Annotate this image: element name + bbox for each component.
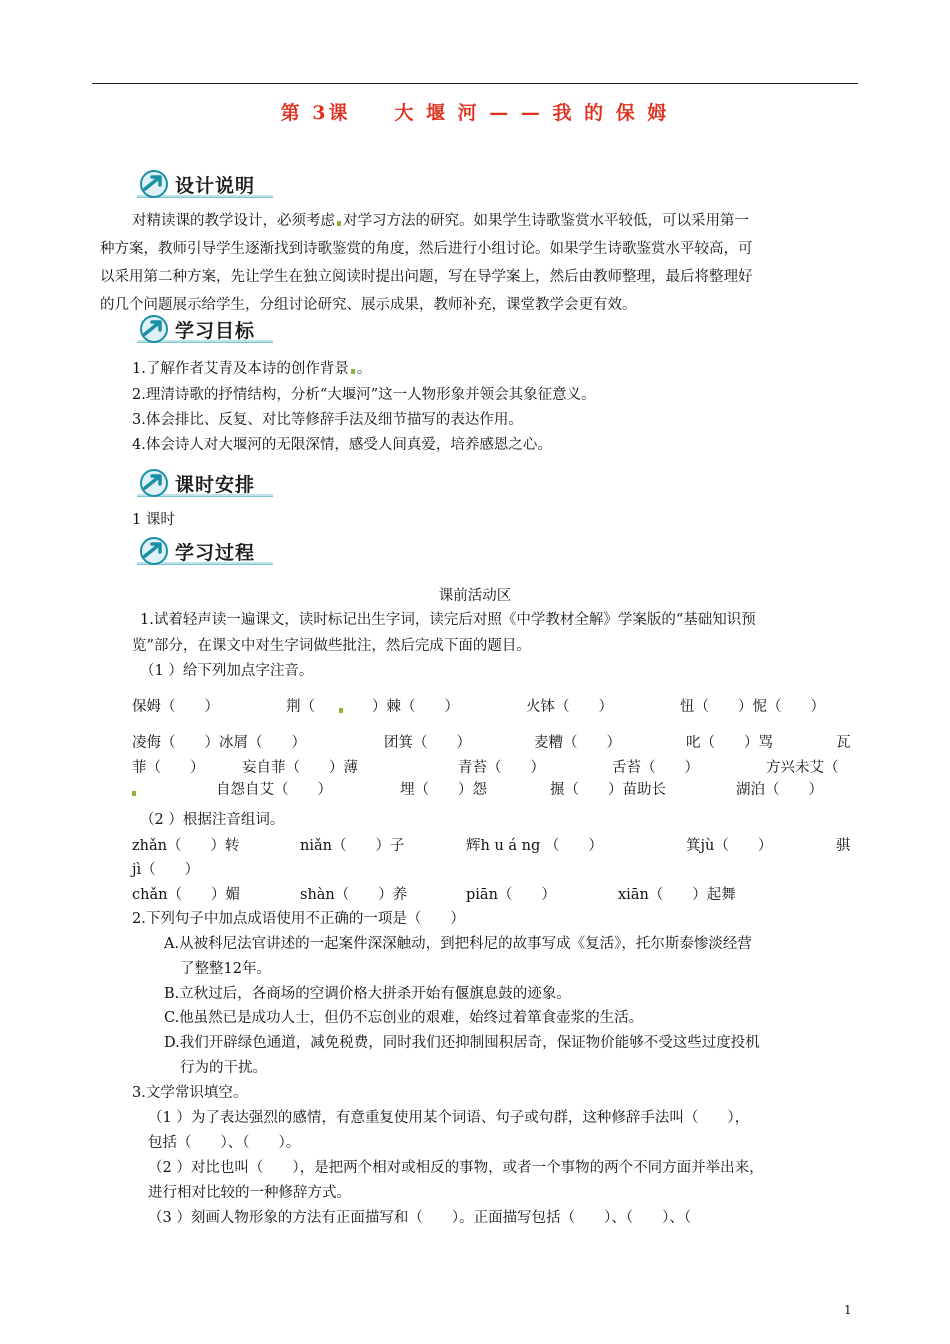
pinyin-item: shàn（ ）养 [300, 887, 408, 903]
pinyin-item: 团箕（ ） [384, 735, 471, 751]
green-mark [337, 221, 341, 226]
goal-3: 3.体会排比、反复、对比等修辞手法及细节描写的表达作用。 [132, 412, 523, 428]
pinyin-item: 荆（ [286, 699, 315, 715]
section-banner-goals [133, 313, 275, 345]
pinyin-item: 辉h u á ng （ ） [466, 838, 603, 854]
q2-option-c: C.他虽然已是成功人士，但仍不忘创业的艰难，始终过着箪食壶浆的生活。 [164, 1010, 644, 1026]
goal-1 [132, 359, 371, 379]
text-run: 。 [356, 361, 372, 377]
goal-2: 2.理清诗歌的抒情结构，分析“大堰河”这一人物形象并领会其象征意义。 [132, 387, 596, 403]
pinyin-item: 青苔（ ） [458, 760, 545, 776]
pinyin-item: piān（ ） [466, 887, 556, 903]
pinyin-item: niǎn（ ）子 [300, 838, 405, 854]
q2-option-d-cont: 行为的干扰。 [180, 1060, 267, 1076]
section-title: 学习目标 [175, 320, 256, 342]
pinyin-item: 凌侮（ ）冰屑（ ） [132, 735, 306, 751]
q3-part-2-cont: 进行相对比较的一种修辞方式。 [148, 1185, 351, 1201]
text-run: 对学习方法的研究。如果学生诗歌鉴赏水平较低，可以采用第一 [343, 213, 749, 229]
green-mark [351, 369, 355, 374]
section-banner-schedule [133, 467, 275, 499]
page-number: 1 [844, 1303, 852, 1317]
pinyin-item: jì（ ） [132, 862, 200, 878]
page-title: 第 3课 大 堰 河 — — 我 的 保 姆 [280, 102, 670, 124]
q1-line-2: 览”部分，在课文中对生字词做些批注，然后完成下面的题目。 [132, 638, 531, 654]
q2-option-a: A.从被科尼法官讲述的一起案件深深触动，到把科尼的故事写成《复活》，托尔斯泰惨淡经营 [164, 936, 752, 952]
pinyin-item: 保姆（ ） [132, 699, 219, 715]
schedule-text: 1 课时 [132, 512, 175, 528]
pinyin-item: zhǎn（ ）转 [132, 838, 240, 854]
q3-part-3: （3 ）刻画人物形象的方法有正面描写和（ ）。正面描写包括（ ）、（ ）、（ [148, 1210, 692, 1226]
pinyin-item: 自怨自艾（ ） [216, 782, 332, 798]
section-banner-process [133, 535, 275, 567]
q3-part-2: （2 ）对比也叫（ ），是把两个相对或相反的事物，或者一个事物的两个不同方面并举出来， [148, 1160, 764, 1176]
q3-stem: 3.文学常识填空。 [132, 1085, 248, 1101]
pinyin-item: chǎn（ ）媚 [132, 887, 240, 903]
text-run: 对精读课的教学设计，必须考虑 [132, 213, 335, 229]
pinyin-item: 湖泊（ ） [736, 782, 823, 798]
pinyin-item: 麦糟（ ） [534, 735, 621, 751]
pinyin-item: 舌苔（ ） [612, 760, 699, 776]
section-title: 设计说明 [175, 175, 256, 197]
pinyin-item: 骐 [836, 838, 851, 854]
text-run: 的几个问题展示给学生，分组讨论研究、展示成果，教师补充，课堂教学会更有效。 [100, 297, 637, 313]
pinyin-item: 瓦 [836, 735, 851, 751]
q2-option-d: D.我们开辟绿色通道，减免税费，同时我们还抑制囤积居奇，保证物价能够不受这些过度投机 [164, 1035, 760, 1051]
section-title: 学习过程 [175, 542, 256, 564]
text-run: 1.了解作者艾青及本诗的创作背景 [132, 361, 349, 377]
goal-4: 4.体会诗人对大堰河的无限深情，感受人间真爱，培养感恩之心。 [132, 437, 552, 453]
q1-part-2: （2 ）根据注音组词。 [140, 812, 285, 828]
text-run: 种方案，教师引导学生逐渐找到诗歌鉴赏的角度，然后进行小组讨论。如果学生诗歌鉴赏水平较高，可 [100, 241, 753, 257]
section-banner-design [133, 168, 275, 200]
green-mark [339, 708, 343, 713]
pinyin-item: 箕jù（ ） [686, 838, 773, 854]
q1-line-1: 1.试着轻声读一遍课文，读时标记出生字词，读完后对照《中学教材全解》学案版的“基础知识预 [140, 612, 756, 628]
q2-stem: 2.下列句子中加点成语使用不正确的一项是（ ） [132, 911, 465, 927]
pinyin-item: 搌（ ）苗助长 [550, 782, 666, 798]
pinyin-item: ）棘（ ） [372, 699, 459, 715]
pinyin-item: 埋（ ）怨 [400, 782, 487, 798]
pinyin-item: 菲（ ） [132, 760, 205, 776]
text-run: 以采用第二种方案，先让学生在独立阅读时提出问题，写在导学案上，然后由教师整理，最后将整理好 [100, 269, 753, 285]
q1-part-1: （1 ）给下列加点字注音。 [140, 663, 314, 679]
q2-option-a-cont: 了整整12年。 [180, 961, 271, 977]
green-mark [132, 791, 136, 796]
pinyin-item: 叱（ ）骂 [686, 735, 773, 751]
pinyin-item: 忸（ ）怩（ ） [680, 699, 825, 715]
subheading: 课前活动区 [438, 588, 512, 604]
q2-option-b: B.立秋过后，各商场的空调价格大拼杀开始有偃旗息鼓的迹象。 [164, 986, 571, 1002]
design-paragraph [100, 207, 858, 319]
pinyin-item: 妄自菲（ ）薄 [242, 760, 358, 776]
q3-part-1: （1 ）为了表达强烈的感情，有意重复使用某个词语、句子或句群，这种修辞手法叫（ ）， [148, 1110, 750, 1126]
pinyin-item: 火钵（ ） [526, 699, 613, 715]
section-title: 课时安排 [175, 474, 256, 496]
q3-part-1-cont: 包括（ ）、（ ）。 [148, 1135, 301, 1151]
header-rule [92, 83, 858, 84]
pinyin-item: 方兴未艾（ [766, 760, 839, 776]
pinyin-item: xiān（ ）起舞 [618, 887, 736, 903]
